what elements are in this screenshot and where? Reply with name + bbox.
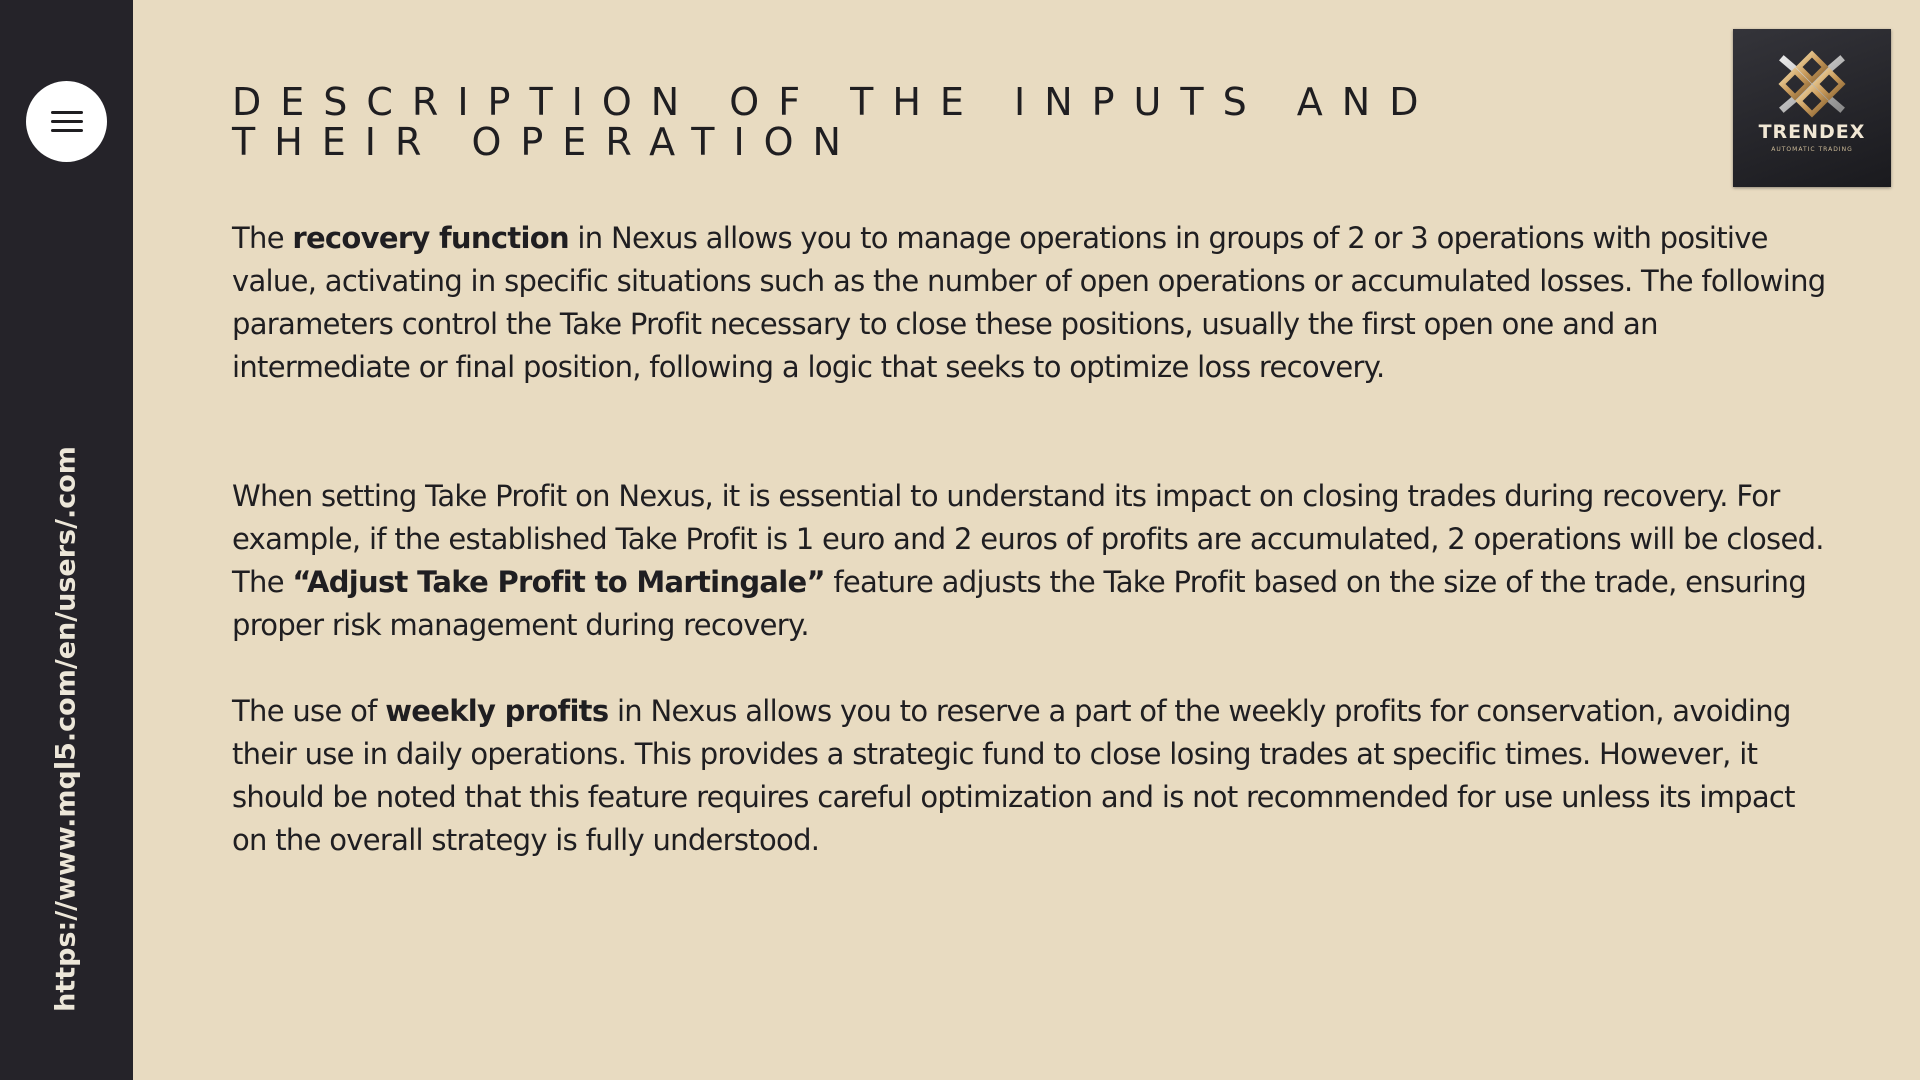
logo-wordmark: TRENDEX [1758, 121, 1866, 143]
paragraph-text: When setting Take Profit on Nexus, it is essential to understand its impact on closing trades during recovery. For example, if the established Take Profit is 1 euro and 2 euros of profits are accumulated, 2 operations will be closed. The [232, 479, 1824, 599]
paragraph-text: The use of [232, 694, 386, 728]
trendex-logo [1733, 29, 1891, 187]
paragraph-text: The [232, 221, 293, 255]
paragraph-text: in Nexus allows you to reserve a part of the weekly profits for conservation, avoiding their use in daily operations. This provides a strategic fund to close losing trades at specific times. However, it should be noted that this feature requires careful optimization and is not recommended for use unless its impact on the overall strategy is fully understood. [232, 694, 1795, 857]
logo-tagline: AUTOMATIC TRADING [1771, 146, 1853, 153]
paragraph-take-profit [232, 475, 1832, 647]
page-title-line-1: DESCRIPTION OF THE INPUTS AND [232, 80, 1438, 124]
sidebar [0, 0, 133, 1080]
sidebar-url-link[interactable]: https://www.mql5.com/en/users/.com [50, 446, 82, 1012]
hamburger-menu-icon [51, 111, 83, 132]
paragraph-highlight: “Adjust Take Profit to Martingale” [292, 565, 825, 599]
page-title-line-2: THEIR OPERATION [232, 120, 860, 164]
paragraph-highlight: weekly profits [385, 694, 609, 728]
paragraph-text: in Nexus allows you to manage operations in groups of 2 or 3 operations with positive value, activating in specific situations such as the number of open operations or accumulated losses. The following parameters control the Take Profit necessary to close these positions, usually the first open one and an intermediate or final position, following a logic that seeks to optimize loss recovery. [232, 221, 1826, 384]
paragraph-text: feature adjusts the Take Profit based on the size of the trade, ensuring proper risk management during recovery. [232, 565, 1807, 642]
page-title [232, 82, 1532, 162]
paragraph-highlight: recovery function [292, 221, 569, 255]
paragraph-weekly-profits [232, 690, 1832, 862]
menu-button[interactable] [26, 81, 107, 162]
trendex-emblem-icon [1733, 29, 1891, 187]
paragraph-recovery-function [232, 217, 1832, 389]
